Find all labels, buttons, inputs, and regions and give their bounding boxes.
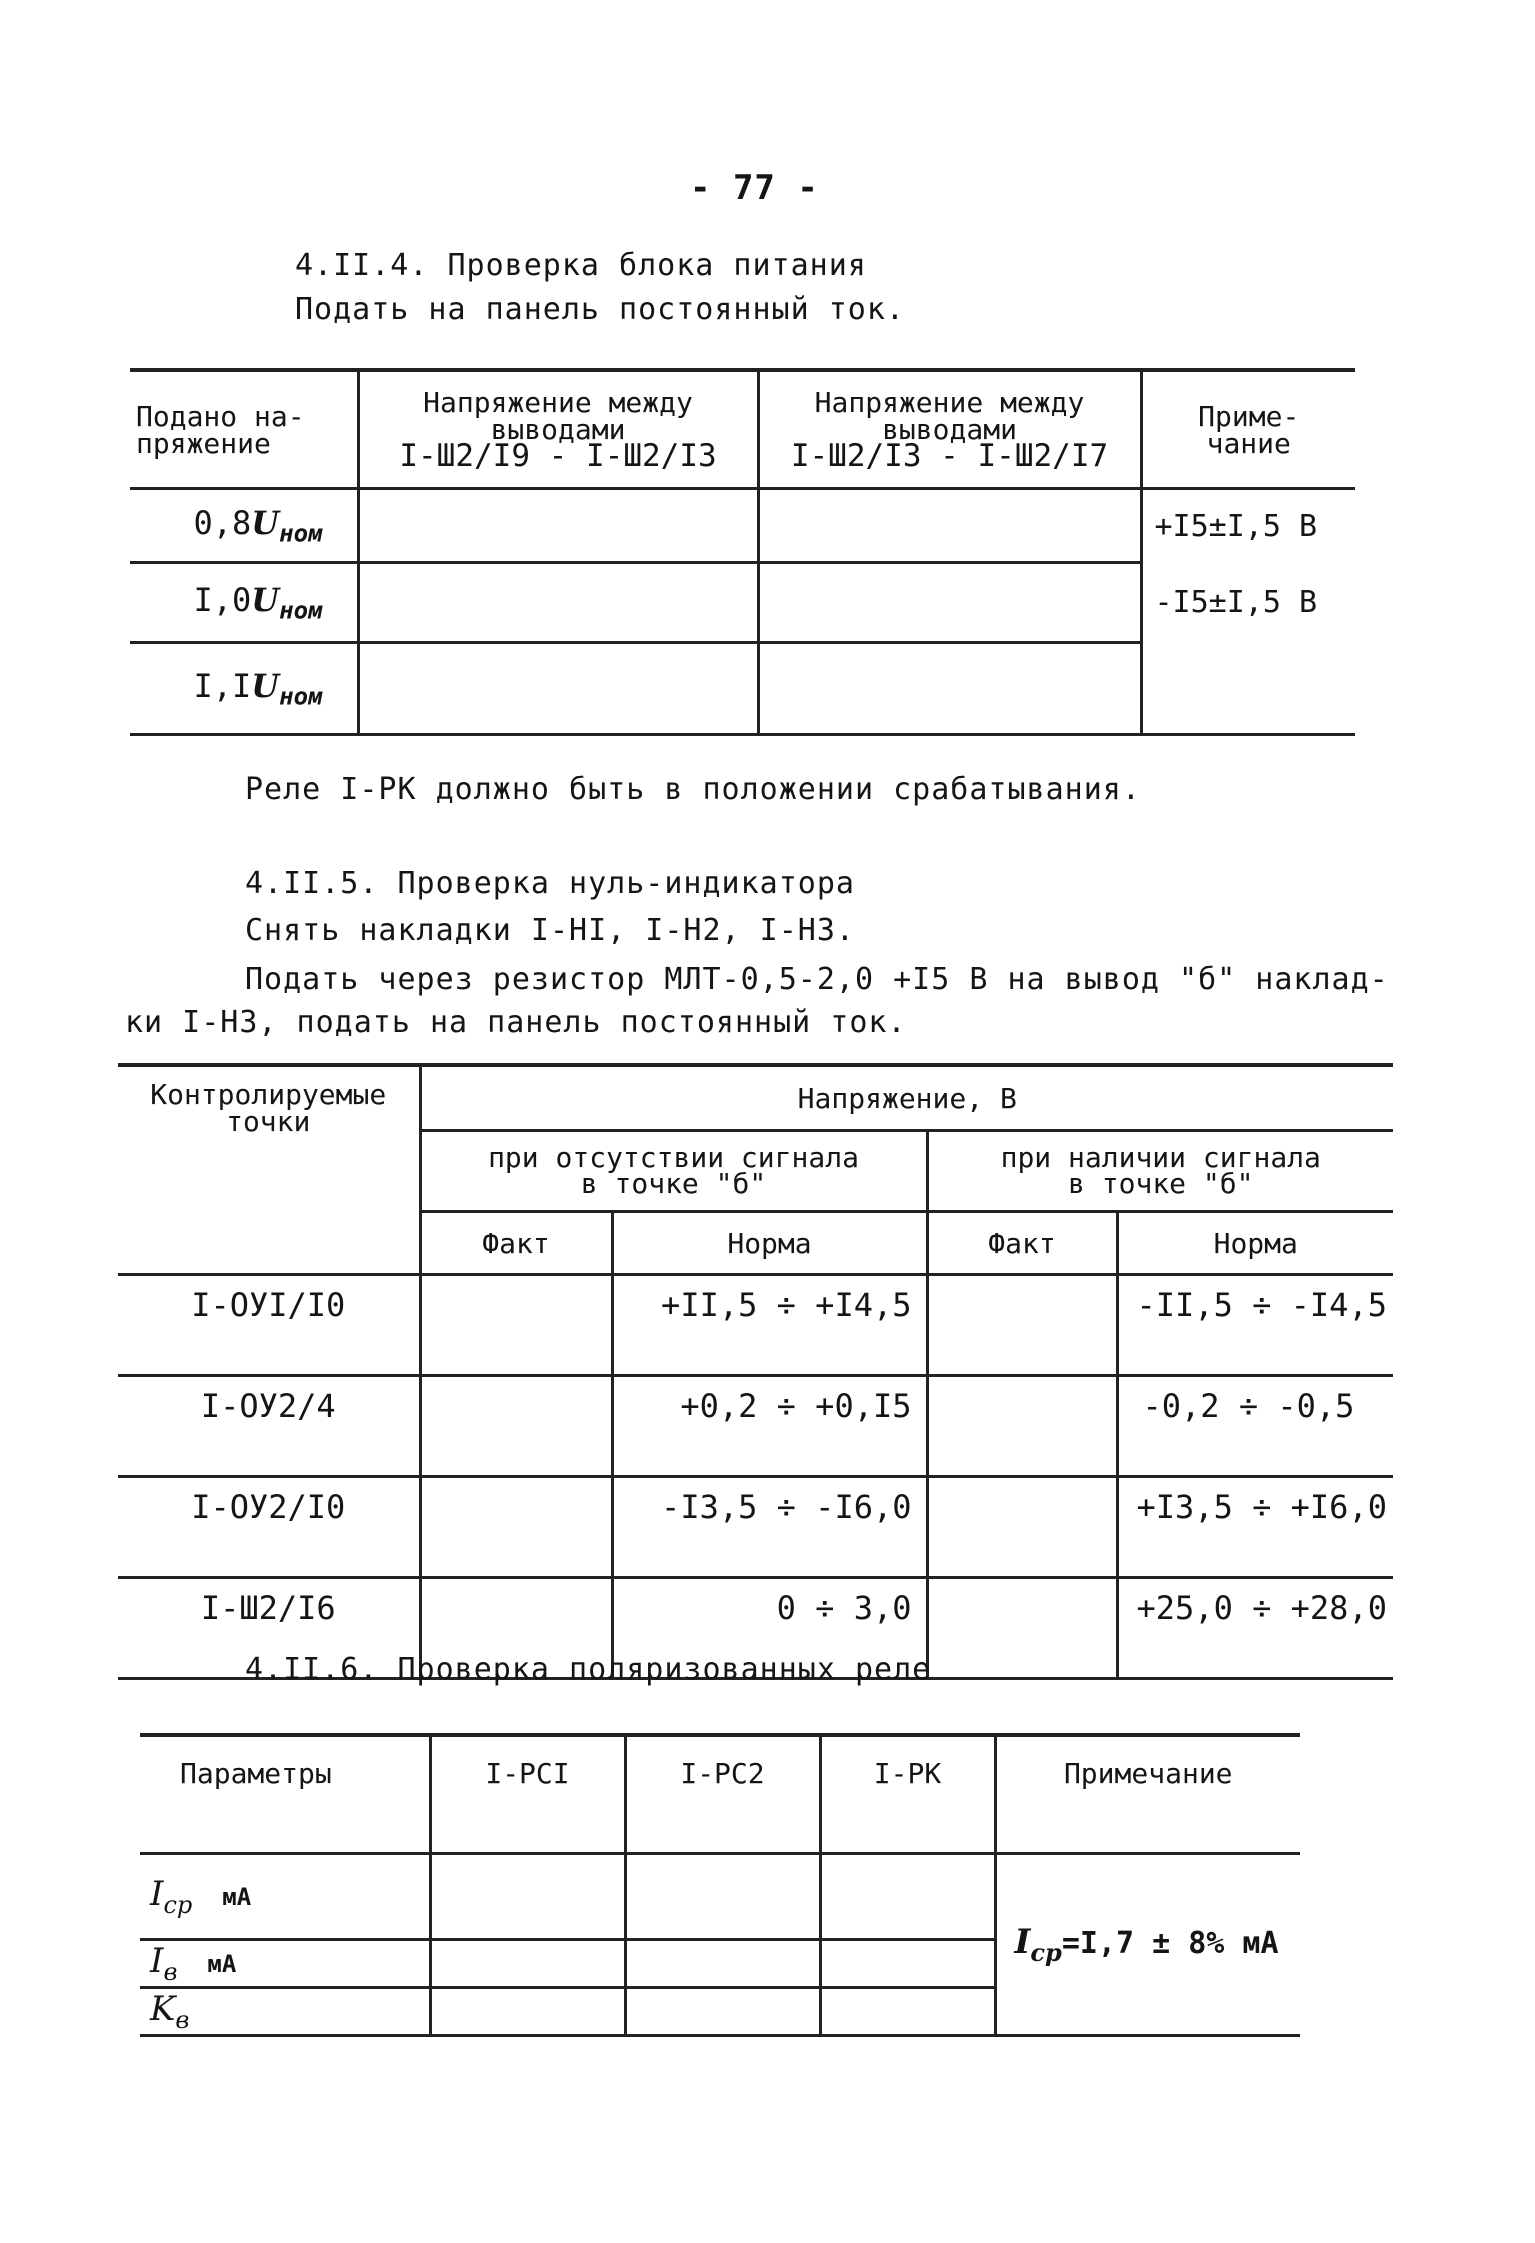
norm-cell: -II,5 ÷ -I4,5 bbox=[1117, 1275, 1393, 1376]
fact-cell bbox=[927, 1477, 1117, 1578]
header-applied-voltage bbox=[130, 370, 358, 489]
voltage-symbol: U bbox=[251, 503, 280, 542]
page-number: - 77 - bbox=[690, 168, 819, 208]
header-line: I-Ш2/I3 - I-Ш2/I7 bbox=[790, 438, 1109, 474]
header-present-signal bbox=[927, 1131, 1393, 1212]
value-cell bbox=[820, 1987, 995, 2035]
value-cell bbox=[625, 1940, 820, 1988]
norm-cell: +I3,5 ÷ +I6,0 bbox=[1117, 1477, 1393, 1578]
control-point: I-ОУ2/I0 bbox=[118, 1477, 420, 1578]
header-norm: Норма bbox=[1117, 1212, 1393, 1275]
note-cell bbox=[1141, 643, 1355, 735]
header-fact: Факт bbox=[420, 1212, 612, 1275]
param-cell bbox=[140, 1987, 430, 2035]
header-pc1: I-PCI bbox=[430, 1735, 625, 1854]
header-line: выводами bbox=[490, 413, 626, 446]
control-point: I-Ш2/I6 bbox=[118, 1578, 420, 1679]
fact-cell bbox=[420, 1376, 612, 1477]
header-line: Контролируемые bbox=[150, 1078, 387, 1111]
note-cell bbox=[995, 1854, 1300, 2036]
table-row bbox=[140, 1854, 1300, 1940]
control-point: I-ОУ2/4 bbox=[118, 1376, 420, 1477]
applied-voltage-cell bbox=[130, 489, 358, 563]
table-header-row bbox=[118, 1065, 1393, 1131]
fact-cell bbox=[420, 1275, 612, 1376]
header-line: I-Ш2/I9 - I-Ш2/I3 bbox=[399, 438, 717, 474]
note-text: =I,7 ± 8% мА bbox=[1061, 1925, 1279, 1961]
section-4114-instruction: Подать на панель постоянный ток. bbox=[295, 292, 905, 327]
value-cell bbox=[625, 1987, 820, 2035]
norm-cell: +0,2 ÷ +0,I5 bbox=[612, 1376, 927, 1477]
param-symbol: K bbox=[150, 1988, 176, 2029]
param-symbol: I bbox=[150, 1874, 164, 1915]
norm-cell: -I3,5 ÷ -I6,0 bbox=[612, 1477, 927, 1578]
header-parameters: Параметры bbox=[140, 1735, 430, 1854]
header-voltage: Напряжение, В bbox=[420, 1065, 1393, 1131]
relay-note: Реле I-РК должно быть в положении срабатывания. bbox=[245, 772, 1141, 807]
value-cell bbox=[358, 563, 758, 643]
table-header-row bbox=[130, 370, 1355, 489]
fact-cell bbox=[927, 1275, 1117, 1376]
header-voltage-i9-i3 bbox=[358, 370, 758, 489]
param-subscript: в bbox=[175, 2005, 190, 2034]
table-header-row bbox=[140, 1735, 1300, 1854]
value-cell bbox=[758, 563, 1141, 643]
polarized-relay-table bbox=[140, 1733, 1300, 2037]
header-line: точки bbox=[226, 1105, 311, 1138]
norm-cell: +II,5 ÷ +I4,5 bbox=[612, 1275, 927, 1376]
param-subscript: ср bbox=[163, 1890, 193, 1919]
header-note bbox=[1141, 370, 1355, 489]
null-indicator-table bbox=[118, 1063, 1393, 1680]
voltage-coef: I,0 bbox=[193, 580, 252, 619]
voltage-symbol: U bbox=[251, 580, 280, 619]
header-line: при наличии сигнала bbox=[1000, 1141, 1321, 1174]
value-cell bbox=[358, 643, 758, 735]
param-unit: мА bbox=[222, 1883, 252, 1912]
applied-voltage-cell bbox=[130, 563, 358, 643]
fact-cell bbox=[927, 1578, 1117, 1679]
section-4115-line2: Подать через резистор МЛТ-0,5-2,0 +I5 В на вывод "б" наклад- bbox=[245, 962, 1389, 997]
header-control-points bbox=[118, 1065, 420, 1275]
table-row bbox=[130, 489, 1355, 563]
header-line: в точке "б" bbox=[1068, 1167, 1254, 1200]
value-cell bbox=[625, 1854, 820, 1940]
voltage-coef: I,I bbox=[193, 666, 252, 705]
section-4115-heading: 4.II.5. Проверка нуль-индикатора bbox=[245, 866, 855, 901]
voltage-symbol: U bbox=[251, 666, 280, 705]
norm-cell: -0,2 ÷ -0,5 bbox=[1117, 1376, 1393, 1477]
header-note: Примечание bbox=[995, 1735, 1300, 1854]
power-supply-table bbox=[130, 368, 1355, 736]
fact-cell bbox=[927, 1376, 1117, 1477]
norm-cell: 0 ÷ 3,0 bbox=[612, 1578, 927, 1679]
header-line: в точке "б" bbox=[580, 1167, 767, 1200]
param-cell bbox=[140, 1854, 430, 1940]
value-cell bbox=[758, 643, 1141, 735]
note-subscript: ср bbox=[1030, 1937, 1062, 1967]
value-cell bbox=[358, 489, 758, 563]
param-unit: мА bbox=[207, 1950, 237, 1978]
header-pk: I-PK bbox=[820, 1735, 995, 1854]
value-cell bbox=[430, 1854, 625, 1940]
voltage-coef: 0,8 bbox=[193, 503, 252, 542]
fact-cell bbox=[420, 1477, 612, 1578]
voltage-subscript: ном bbox=[279, 519, 323, 548]
header-line: Напряжение между bbox=[423, 386, 693, 419]
table-row bbox=[130, 643, 1355, 735]
applied-voltage-cell bbox=[130, 643, 358, 735]
param-symbol: I bbox=[150, 1941, 164, 1981]
table-row bbox=[118, 1376, 1393, 1477]
note-cell: +I5±I,5 В bbox=[1141, 489, 1355, 563]
header-fact: Факт bbox=[927, 1212, 1117, 1275]
header-line: при отсутствии сигнала bbox=[488, 1141, 859, 1174]
control-point: I-ОУI/I0 bbox=[118, 1275, 420, 1376]
section-4115-line3: ки I-H3, подать на панель постоянный ток. bbox=[125, 1005, 907, 1040]
value-cell bbox=[430, 1940, 625, 1988]
header-absent-signal bbox=[420, 1131, 927, 1212]
value-cell bbox=[758, 489, 1141, 563]
table-row bbox=[130, 563, 1355, 643]
header-norm: Норма bbox=[612, 1212, 927, 1275]
header-voltage-i3-i7 bbox=[758, 370, 1141, 489]
header-line: Приме- bbox=[1198, 399, 1300, 433]
header-pc2: I-PC2 bbox=[625, 1735, 820, 1854]
table-row bbox=[118, 1477, 1393, 1578]
section-4115-line1: Снять накладки I-HI, I-H2, I-H3. bbox=[245, 913, 855, 948]
norm-cell: +25,0 ÷ +28,0 bbox=[1117, 1578, 1393, 1679]
voltage-subscript: ном bbox=[279, 682, 323, 711]
header-line: пряжение bbox=[136, 426, 271, 460]
voltage-subscript: ном bbox=[279, 596, 323, 625]
param-subscript: в bbox=[163, 1957, 178, 1986]
param-cell bbox=[140, 1940, 430, 1988]
note-cell: -I5±I,5 В bbox=[1141, 563, 1355, 643]
value-cell bbox=[820, 1940, 995, 1988]
section-4114-heading: 4.II.4. Проверка блока питания bbox=[295, 248, 867, 283]
note-symbol: I bbox=[1014, 1921, 1031, 1962]
table-row bbox=[118, 1275, 1393, 1376]
value-cell bbox=[430, 1987, 625, 2035]
header-line: Подано на- bbox=[136, 399, 305, 433]
header-line: чание bbox=[1206, 426, 1291, 460]
header-line: Напряжение между bbox=[814, 386, 1085, 419]
section-4116-heading: 4.II.6. Проверка поляризованных реле bbox=[245, 1652, 932, 1687]
value-cell bbox=[820, 1854, 995, 1940]
header-line: выводами bbox=[882, 413, 1017, 446]
